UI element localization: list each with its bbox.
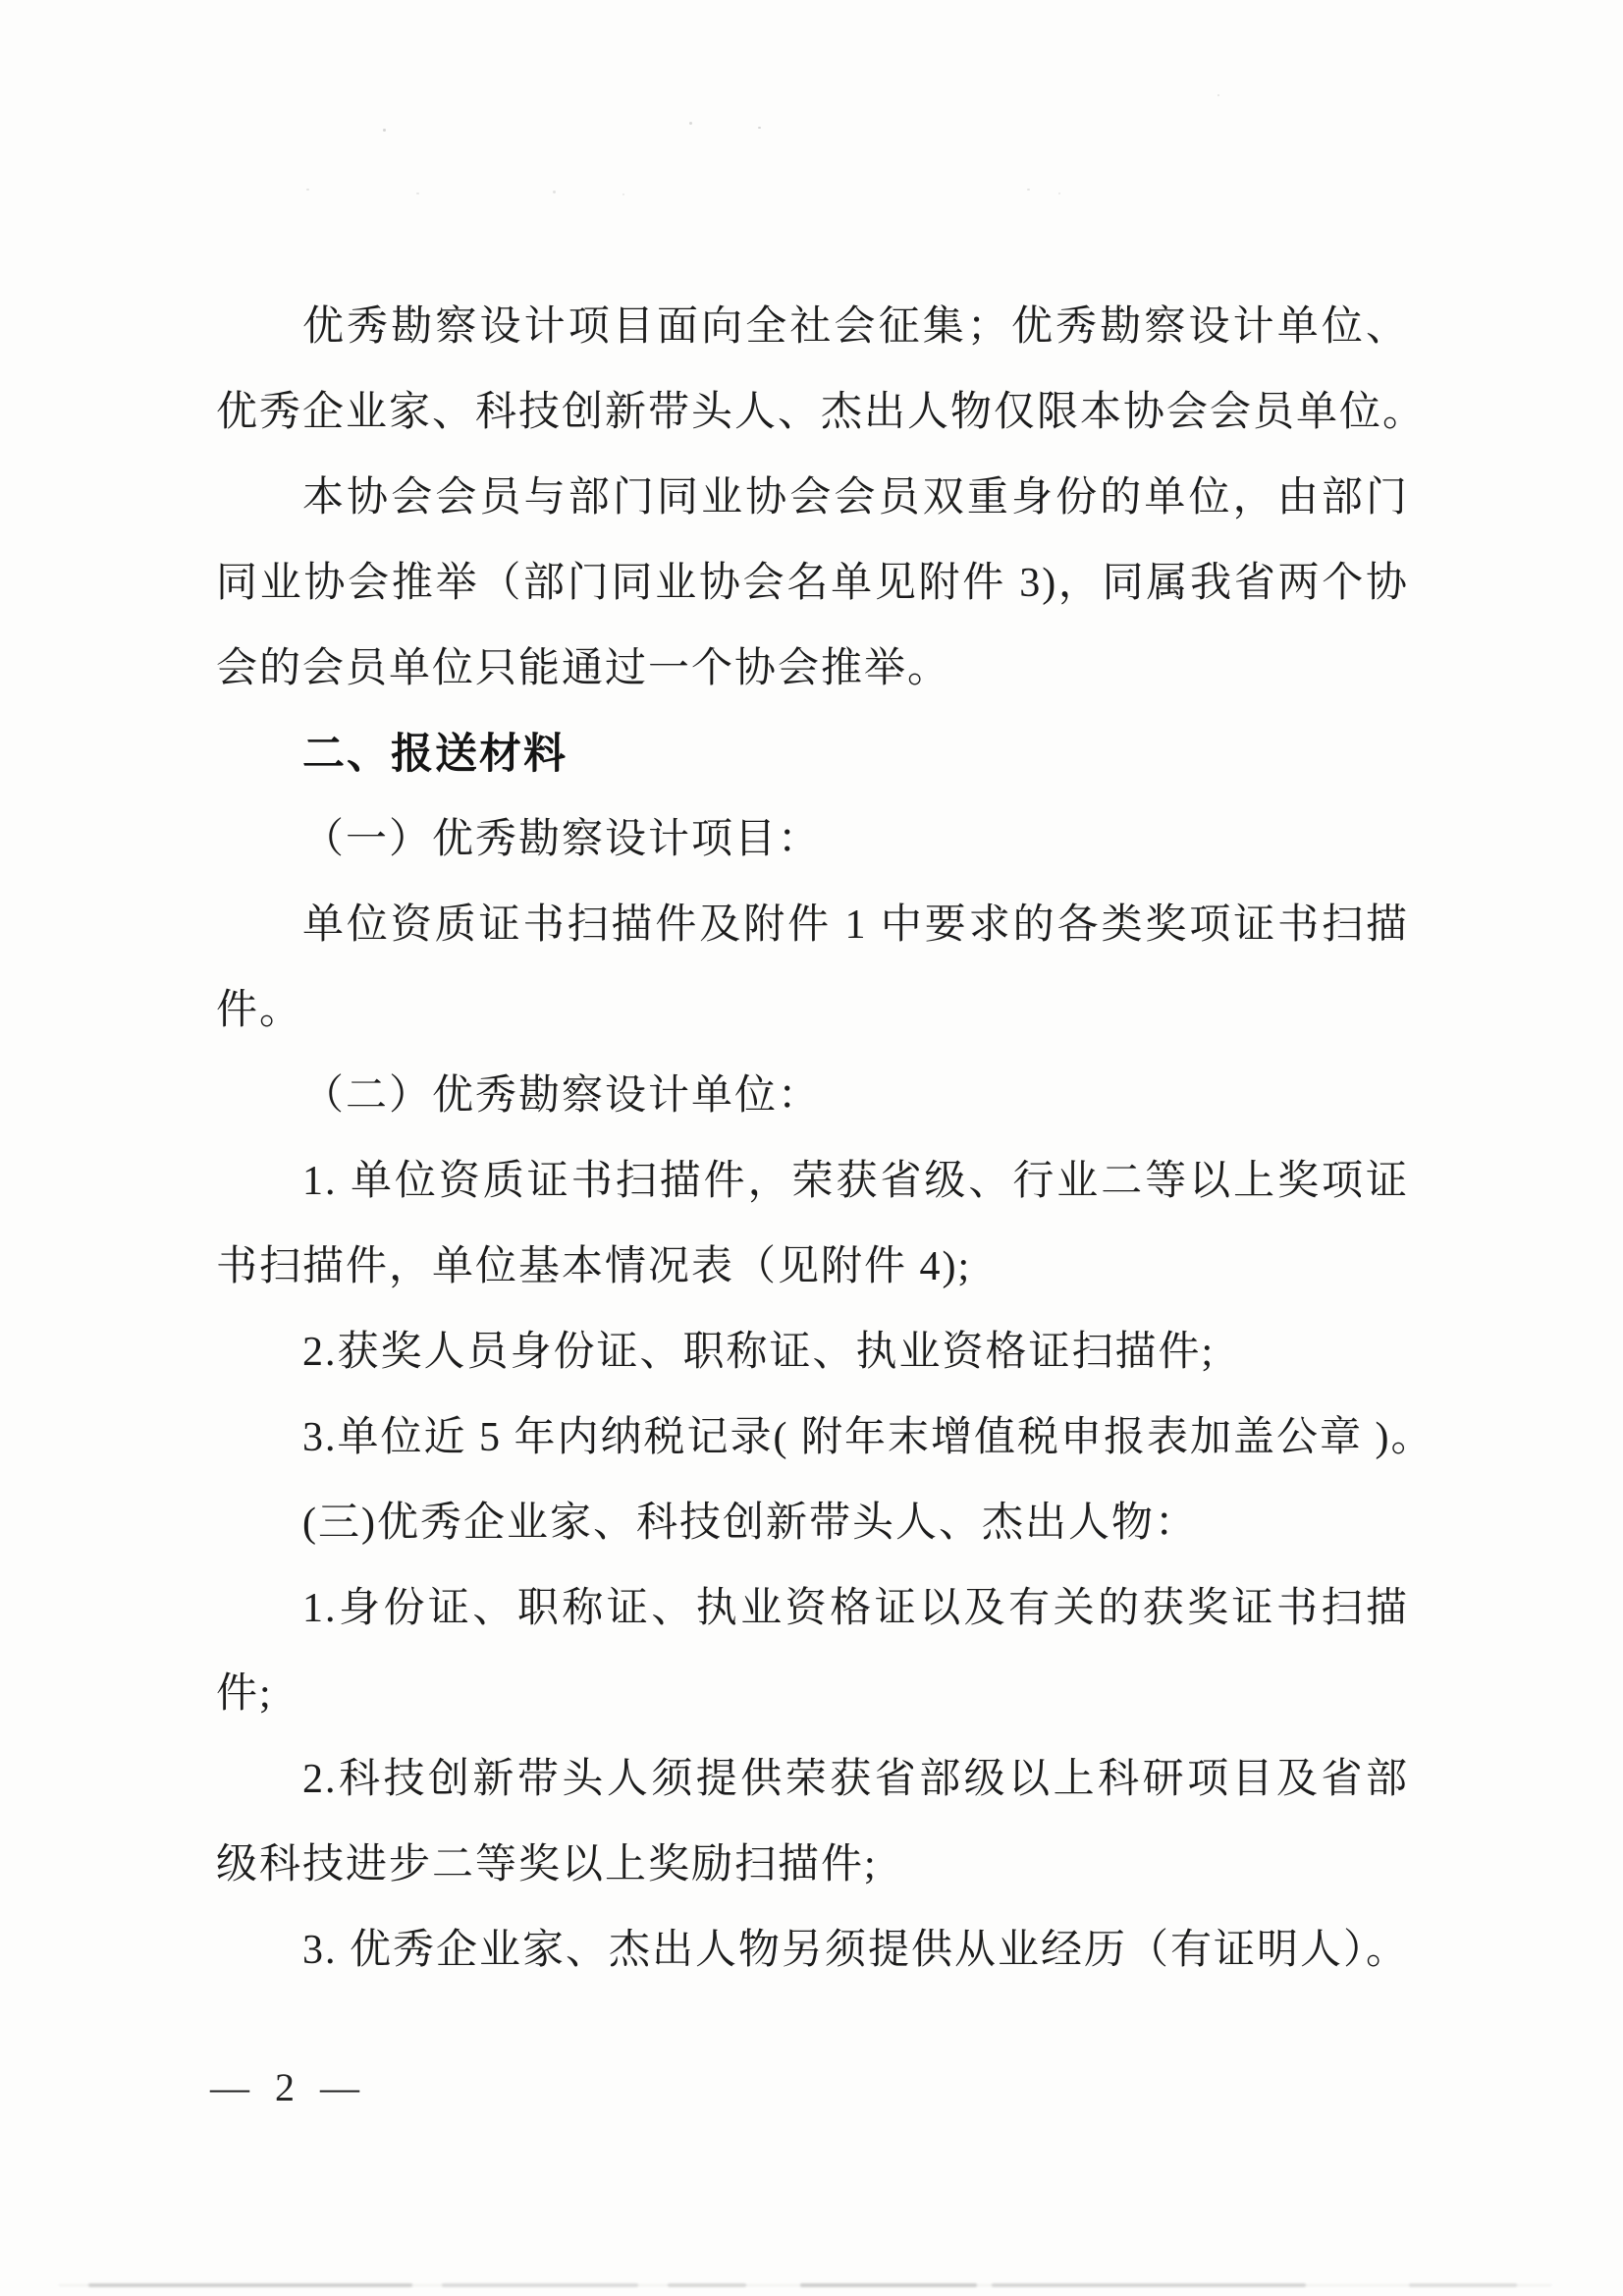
text-line: 同业协会推举（部门同业协会名单见附件 3)，同属我省两个协 <box>216 561 1409 606</box>
scan-speck <box>622 193 624 195</box>
text-line: 3. 优秀企业家、杰出人物另须提供从业经历（有证明人）。 <box>302 1928 1410 1973</box>
text-line: 2.科技创新带头人须提供荣获省部级以上科研项目及省部 <box>302 1757 1409 1802</box>
text-line: 本协会会员与部门同业协会会员双重身份的单位，由部门 <box>302 475 1409 520</box>
scan-smudge <box>668 2283 746 2287</box>
text-line: 1.身份证、职称证、执业资格证以及有关的获奖证书扫描 <box>302 1586 1409 1631</box>
text-line: 2.获奖人员身份证、职称证、执业资格证扫描件; <box>302 1330 1216 1375</box>
text-line: 书扫描件，单位基本情况表（见附件 4); <box>216 1244 972 1289</box>
scan-speck <box>553 191 556 193</box>
text-line: （二）优秀勘察设计单位： <box>302 1073 822 1119</box>
page-number: — 2 — <box>210 2065 367 2109</box>
text-line: 优秀勘察设计项目面向全社会征集；优秀勘察设计单位、 <box>302 304 1409 350</box>
scan-speck <box>1058 192 1060 194</box>
scan-smudge <box>88 2283 412 2287</box>
document-body <box>216 285 1434 1994</box>
text-line: 会的会员单位只能通过一个协会推举。 <box>216 646 951 691</box>
text-line: （一）优秀勘察设计项目： <box>302 817 822 862</box>
scan-smudge <box>992 2283 1306 2287</box>
scan-speck <box>1217 94 1219 96</box>
text-line: 优秀企业家、科技创新带头人、杰出人物仅限本协会会员单位。 <box>216 390 1427 435</box>
scan-speck <box>383 129 386 132</box>
scan-speck <box>758 127 761 129</box>
text-line: 件。 <box>216 988 303 1033</box>
text-line: 3.单位近 5 年内纳税记录( 附年末增值税申报表加盖公章 )。 <box>302 1415 1434 1460</box>
text-line: 件; <box>216 1671 273 1717</box>
scan-smudge <box>442 2283 638 2287</box>
text-line: (三)优秀企业家、科技创新带头人、杰出人物： <box>302 1501 1198 1546</box>
text-line: 级科技进步二等奖以上奖励扫描件; <box>216 1842 878 1887</box>
text-line: 单位资质证书扫描件及附件 1 中要求的各类奖项证书扫描 <box>302 902 1409 948</box>
scan-smudge <box>800 2283 977 2287</box>
scan-smudge <box>1409 2283 1517 2287</box>
scan-speck <box>1027 189 1030 191</box>
scan-speck <box>416 192 419 194</box>
scan-speck <box>306 189 309 191</box>
scan-speck <box>689 122 692 125</box>
scan-edge-artifact <box>0 2278 1623 2292</box>
text-line: 1. 单位资质证书扫描件，荣获省级、行业二等以上奖项证 <box>302 1159 1409 1204</box>
section-heading: 二、报送材料 <box>302 731 568 778</box>
